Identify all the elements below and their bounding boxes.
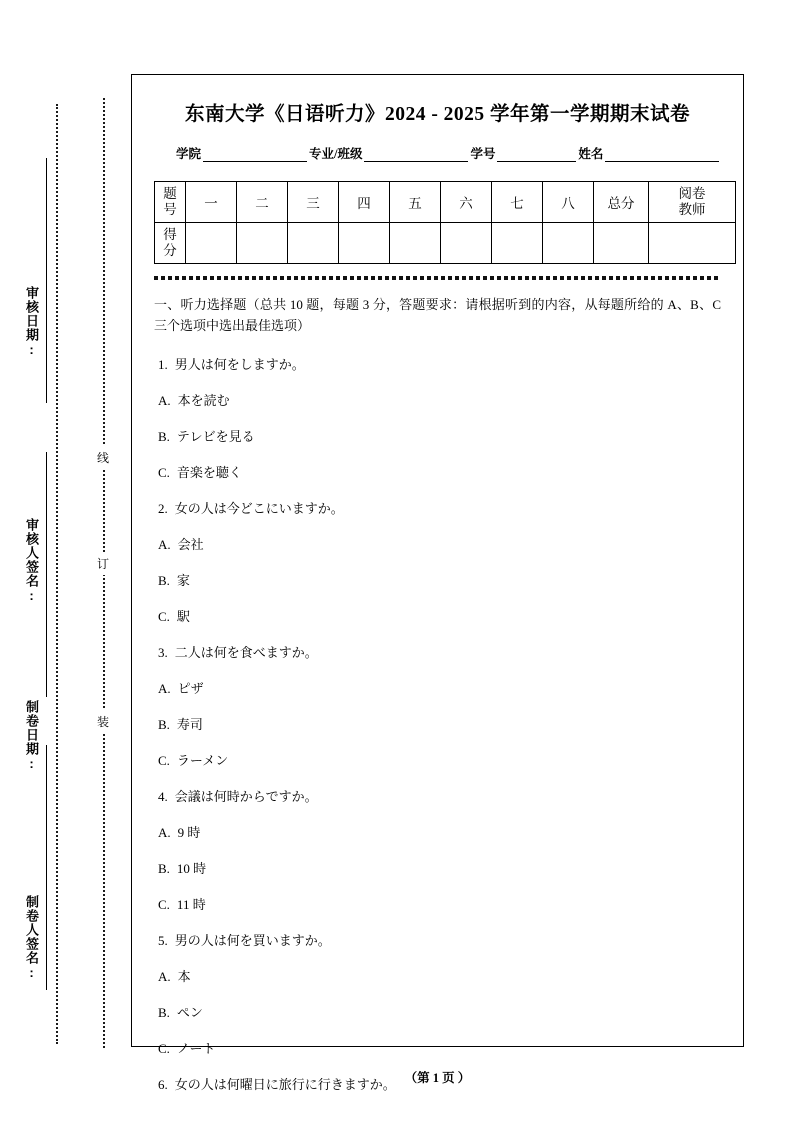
student-id-label: 学号 <box>470 147 496 161</box>
question-item <box>158 642 721 661</box>
binding-margin <box>0 0 131 1122</box>
option-text: 10 時 <box>176 860 207 876</box>
question-number: 5. <box>158 932 168 948</box>
option-label: B. <box>158 572 170 588</box>
option-text: ピザ <box>177 680 204 696</box>
option-label: B. <box>158 860 170 876</box>
option-text: 本を読む <box>177 392 230 408</box>
cell-question-8: 八 <box>543 182 594 223</box>
question-number: 2. <box>158 500 168 516</box>
dotted-separator <box>154 276 721 280</box>
cell-question-5: 五 <box>390 182 441 223</box>
option-label: B. <box>158 1004 170 1020</box>
score-cell-5[interactable] <box>390 223 441 264</box>
option-label: C. <box>158 464 170 480</box>
cell-total-label: 总分 <box>594 182 649 223</box>
cell-question-1: 一 <box>186 182 237 223</box>
fold-marker-wrap: 装 <box>95 710 111 733</box>
option-item[interactable] <box>158 606 721 625</box>
score-cell-2[interactable] <box>237 223 288 264</box>
option-text: 9 時 <box>177 824 201 840</box>
option-label: B. <box>158 428 170 444</box>
option-item[interactable] <box>158 1002 721 1021</box>
option-item[interactable] <box>158 894 721 913</box>
option-item[interactable] <box>158 966 721 985</box>
question-number: 6. <box>158 1076 168 1092</box>
option-label: C. <box>158 1040 170 1056</box>
option-label: A. <box>158 536 171 552</box>
option-label: A. <box>158 680 171 696</box>
page-footer: （第 1 页 ） <box>404 1071 471 1085</box>
option-text: ノート <box>176 1040 216 1056</box>
cell-question-7: 七 <box>492 182 543 223</box>
question-item <box>158 354 721 373</box>
option-text: ラーメン <box>176 752 229 768</box>
option-text: 寿司 <box>176 716 203 732</box>
option-text: 駅 <box>176 608 190 624</box>
table-row-question-numbers <box>155 182 736 223</box>
option-text: 本 <box>177 968 191 984</box>
grader-label-line2: 教师 <box>678 202 706 217</box>
option-label: C. <box>158 752 170 768</box>
margin-dotted-line-outer <box>56 104 58 1044</box>
option-text: 11 時 <box>176 896 206 912</box>
cell-question-3: 三 <box>288 182 339 223</box>
option-item[interactable] <box>158 570 721 589</box>
score-cell-grader[interactable] <box>649 223 736 264</box>
option-item[interactable] <box>158 1038 721 1057</box>
name-label: 姓名 <box>578 147 604 161</box>
question-number: 3. <box>158 644 168 660</box>
option-label: C. <box>158 608 170 624</box>
question-text: 二人は何を食べますか。 <box>174 644 318 660</box>
make-date-label: 制卷日期: <box>24 700 39 772</box>
college-input[interactable] <box>203 148 307 162</box>
score-cell-1[interactable] <box>186 223 237 264</box>
option-item[interactable] <box>158 750 721 769</box>
option-label: A. <box>158 392 171 408</box>
option-label: C. <box>158 896 170 912</box>
question-text: 会議は何時からですか。 <box>174 788 318 804</box>
margin-rule-1 <box>46 158 47 403</box>
score-cell-7[interactable] <box>492 223 543 264</box>
option-item[interactable] <box>158 714 721 733</box>
score-cell-3[interactable] <box>288 223 339 264</box>
score-cell-6[interactable] <box>441 223 492 264</box>
option-text: 音楽を聴く <box>176 464 242 480</box>
question-item <box>158 498 721 517</box>
fold-marker-bind: 订 <box>95 552 111 575</box>
student-id-input[interactable] <box>497 148 576 162</box>
option-text: テレビを見る <box>176 428 255 444</box>
option-text: ペン <box>176 1004 203 1020</box>
question-text: 男の人は何を買いますか。 <box>174 932 331 948</box>
college-label: 学院 <box>176 147 202 161</box>
option-item[interactable] <box>158 858 721 877</box>
score-cell-total[interactable] <box>594 223 649 264</box>
option-item[interactable] <box>158 534 721 553</box>
cell-question-6: 六 <box>441 182 492 223</box>
major-class-label: 专业/班级 <box>308 147 363 161</box>
grader-label-line1: 阅卷 <box>678 186 706 202</box>
option-item[interactable] <box>158 678 721 697</box>
section-heading: 一、听力选择题（总共 10 题，每题 3 分，答题要求：请根据听到的内容，从每题所给的 A、B、C 三个选项中选出最佳选项） <box>154 297 721 334</box>
cell-question-2: 二 <box>237 182 288 223</box>
option-text: 会社 <box>177 536 204 552</box>
option-item[interactable] <box>158 462 721 481</box>
question-item <box>158 786 721 805</box>
question-text: 男人は何をしますか。 <box>174 356 305 372</box>
review-date-label: 审核日期: <box>24 286 39 358</box>
option-label: A. <box>158 968 171 984</box>
option-label: B. <box>158 716 170 732</box>
score-cell-4[interactable] <box>339 223 390 264</box>
question-text: 女の人は今どこにいますか。 <box>174 500 344 516</box>
question-number: 4. <box>158 788 168 804</box>
score-table <box>154 181 736 264</box>
maker-signature-label: 制卷人签名: <box>24 895 39 981</box>
option-item[interactable] <box>158 426 721 445</box>
row-header-question-number: 题 号 <box>155 182 186 223</box>
fold-marker-line: 线 <box>95 446 111 469</box>
major-class-input[interactable] <box>364 148 468 162</box>
option-item[interactable] <box>158 390 721 409</box>
question-item <box>158 930 721 949</box>
reviewer-signature-label: 审核人签名: <box>24 518 39 604</box>
score-cell-8[interactable] <box>543 223 594 264</box>
table-row-scores <box>155 223 736 264</box>
option-text: 家 <box>176 572 190 588</box>
option-item[interactable] <box>158 822 721 841</box>
cell-grader-label <box>649 182 736 223</box>
margin-rule-2 <box>46 452 47 697</box>
question-text: 女の人は何曜日に旅行に行きますか。 <box>174 1076 396 1092</box>
student-info-line <box>176 144 721 162</box>
page-title: 东南大学《日语听力》2024 - 2025 学年第一学期期末试卷 <box>184 104 691 125</box>
row-header-score: 得 分 <box>155 223 186 264</box>
cell-question-4: 四 <box>339 182 390 223</box>
margin-rule-3 <box>46 745 47 990</box>
question-number: 1. <box>158 356 168 372</box>
option-label: A. <box>158 824 171 840</box>
name-input[interactable] <box>605 148 719 162</box>
